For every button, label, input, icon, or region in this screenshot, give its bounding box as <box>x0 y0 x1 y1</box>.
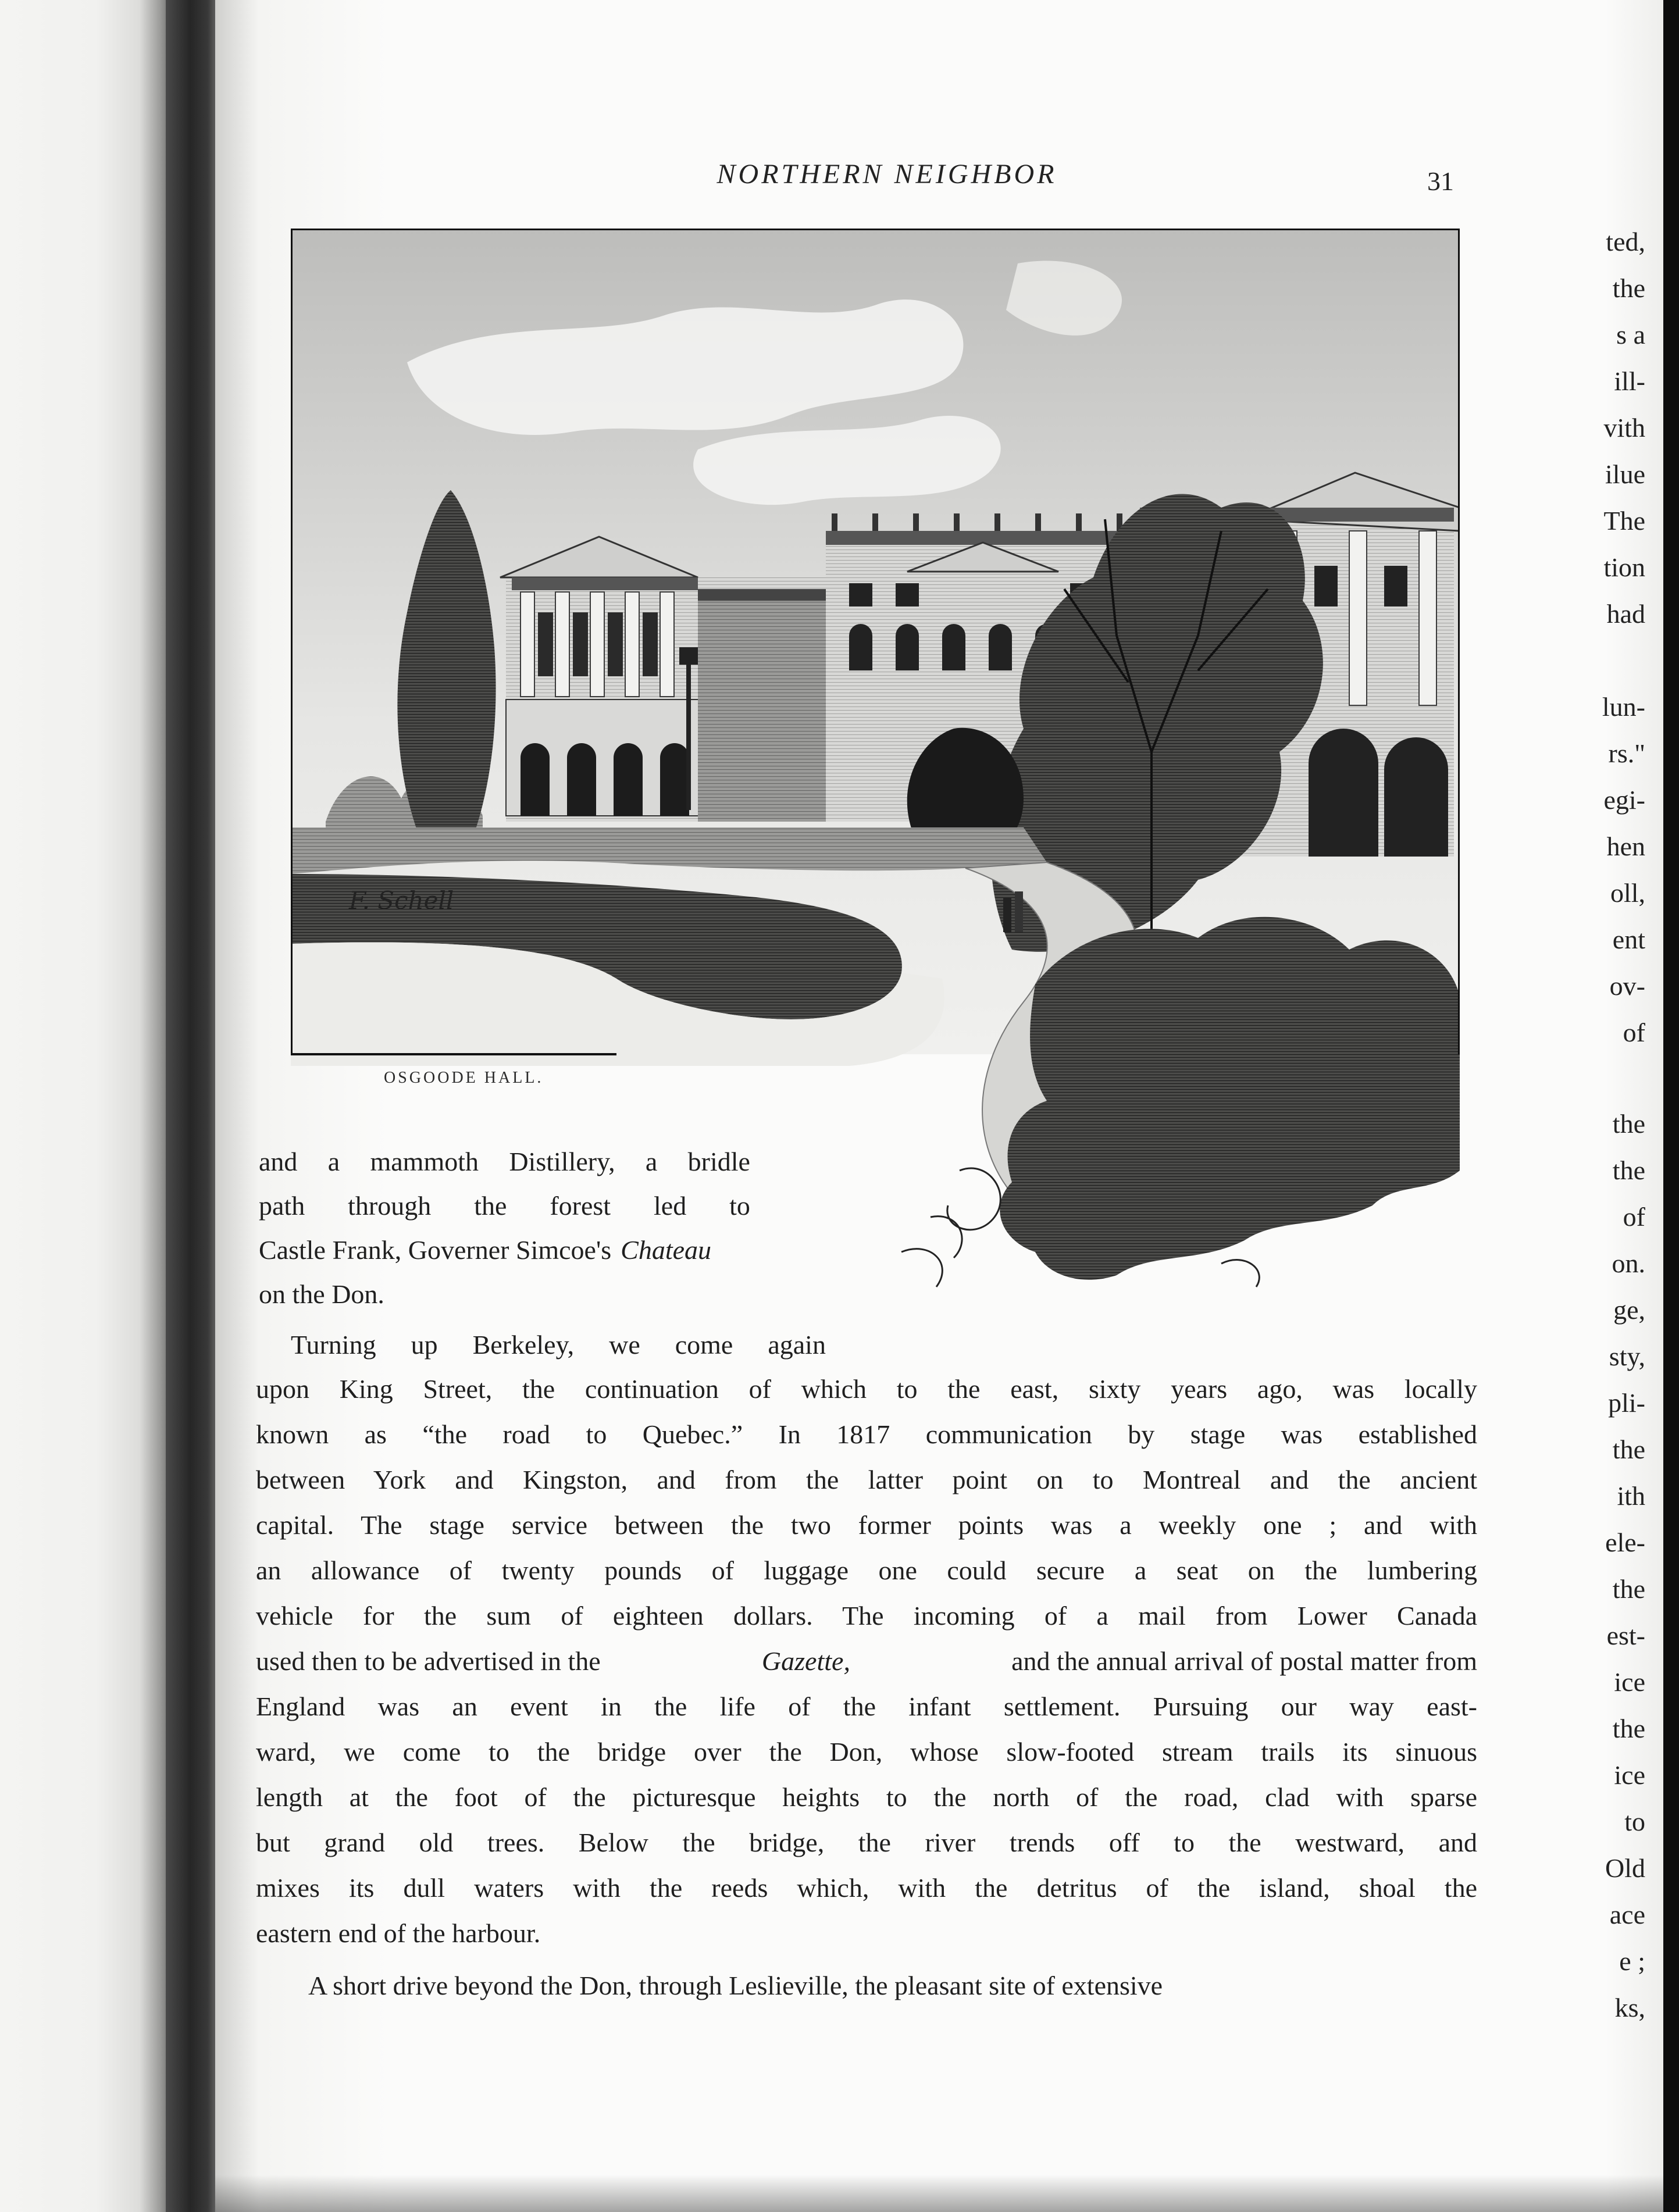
text-line: length at the foot of the picturesque heights to the north of the road, clad with sparse <box>256 1782 1477 1812</box>
word: Distillery, <box>509 1147 615 1176</box>
word: led <box>654 1191 687 1221</box>
word: path <box>259 1191 305 1221</box>
word: a <box>327 1147 340 1176</box>
text-line: on the Don. <box>259 1279 384 1309</box>
left-fragment: hen <box>1606 832 1645 861</box>
word: come <box>675 1330 733 1360</box>
left-fragment: egi- <box>1603 785 1645 815</box>
left-fragment: rs." <box>1608 738 1645 768</box>
text-line: upon King Street, the continuation of which to the east, sixty years ago, was locally <box>256 1374 1477 1404</box>
left-fragment: oll, <box>1610 878 1645 908</box>
left-fragment: sty, <box>1609 1342 1645 1371</box>
left-fragment: ele- <box>1605 1528 1645 1557</box>
text-line: England was an event in the life of the infant settlement. Pursuing our way east- <box>256 1692 1477 1721</box>
text-line: between York and Kingston, and from the latter point on to Montreal and the ancient <box>256 1465 1477 1494</box>
text-line: but grand old trees. Below the bridge, the river trends off to the westward, and <box>256 1828 1477 1857</box>
text-line: known as “the road to Quebec.” In 1817 communication by stage was established <box>256 1419 1477 1449</box>
word: the <box>474 1191 507 1221</box>
left-fragment: ge, <box>1613 1295 1645 1325</box>
left-fragment: ith <box>1617 1481 1645 1511</box>
left-fragment: e ; <box>1619 1946 1645 1976</box>
text-line-composite <box>259 1237 829 1264</box>
text-line <box>291 1332 826 1358</box>
left-fragment: the <box>1612 1435 1645 1464</box>
text-line: vehicle for the sum of eighteen dollars. The incoming of a mail from Lower Canada <box>256 1601 1477 1631</box>
left-fragment: on. <box>1612 1248 1645 1278</box>
artist-signature: F. Schell <box>349 886 454 915</box>
left-fragment: ace <box>1609 1900 1645 1929</box>
left-fragment: of <box>1623 1202 1645 1232</box>
italic-run: Gazette, <box>761 1646 850 1676</box>
word: Berkeley, <box>472 1330 575 1360</box>
word: forest <box>550 1191 611 1221</box>
left-fragment: Old <box>1605 1853 1645 1883</box>
osgoode-hall-engraving <box>291 229 1460 1293</box>
left-fragment: s a <box>1616 320 1645 349</box>
left-fragment: ice <box>1614 1760 1645 1790</box>
left-fragment: ilue <box>1605 459 1645 489</box>
left-fragment: the <box>1612 1109 1645 1139</box>
left-fragment: The <box>1603 506 1645 536</box>
left-fragment: pli- <box>1608 1388 1645 1418</box>
left-fragment: of <box>1623 1018 1645 1047</box>
word: mammoth <box>370 1147 479 1176</box>
text-line <box>259 1148 750 1175</box>
text-line <box>259 1193 750 1219</box>
word: again <box>768 1330 826 1360</box>
left-fragment: the <box>1612 1574 1645 1604</box>
left-fragment: tion <box>1603 552 1645 582</box>
left-fragment: had <box>1606 599 1645 629</box>
left-fragment: the <box>1612 1155 1645 1185</box>
word: Turning <box>291 1330 376 1360</box>
left-fragment: the <box>1612 273 1645 303</box>
text-line: capital. The stage service between the two former points was a weekly one ; and with <box>256 1510 1477 1540</box>
text-run: used then to be advertised in the <box>256 1646 601 1676</box>
italic-run: Chateau <box>621 1235 712 1265</box>
text-run: and the annual arrival of postal matter from <box>1011 1646 1477 1676</box>
text-line: eastern end of the harbour. <box>256 1918 541 1948</box>
page-bottom-shadow <box>215 2175 1663 2212</box>
left-fragment: ent <box>1612 925 1645 954</box>
left-fragment: est- <box>1606 1621 1645 1650</box>
left-fragment: the <box>1612 1714 1645 1743</box>
left-fragment: ks, <box>1614 1993 1645 2022</box>
left-fragment: ill- <box>1614 366 1645 396</box>
word: up <box>411 1330 438 1360</box>
word: we <box>609 1330 640 1360</box>
text-run: Castle Frank, Governer Simcoe's <box>259 1235 612 1265</box>
word: and <box>259 1147 298 1176</box>
left-fragment: to <box>1624 1807 1645 1836</box>
text-line: an allowance of twenty pounds of luggage one could secure a seat on the lumbering <box>256 1555 1477 1585</box>
word: through <box>348 1191 432 1221</box>
figure-caption: OSGOODE HALL. <box>384 1069 544 1087</box>
text-line: A short drive beyond the Don, through Leslieville, the pleasant site of extensive <box>308 1971 1163 2000</box>
word: bridle <box>687 1147 750 1176</box>
word: to <box>729 1191 750 1221</box>
left-fragment: ov- <box>1609 971 1645 1001</box>
left-fragment: lun- <box>1602 692 1645 722</box>
text-line-composite <box>256 1648 1477 1675</box>
page-number: 31 <box>1427 166 1454 196</box>
facing-page-left <box>0 0 174 2212</box>
left-fragment: ice <box>1614 1667 1645 1697</box>
running-head: NORTHERN NEIGHBOR <box>716 159 1057 190</box>
left-fragment: ted, <box>1606 227 1645 256</box>
left-fragment: vith <box>1603 413 1645 443</box>
text-line: mixes its dull waters with the reeds which, with the detritus of the island, shoal the <box>256 1873 1477 1903</box>
text-line: ward, we come to the bridge over the Don, whose slow-footed stream trails its sinuous <box>256 1737 1477 1767</box>
word: a <box>645 1147 658 1176</box>
